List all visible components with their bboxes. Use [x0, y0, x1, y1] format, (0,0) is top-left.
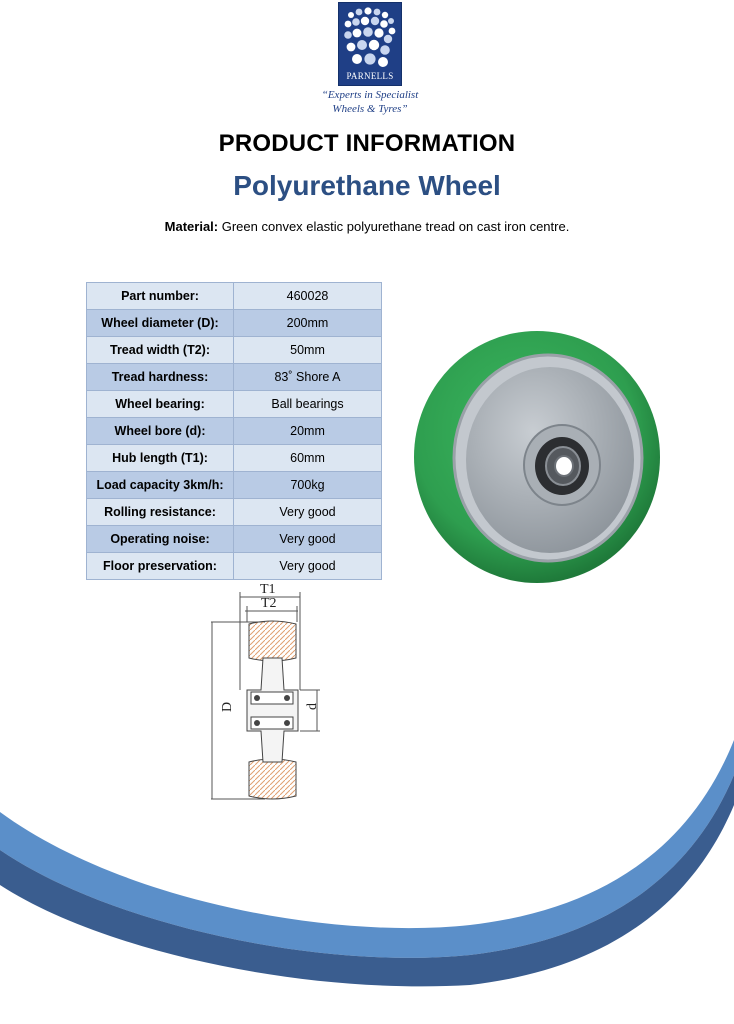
material-text: Green convex elastic polyurethane tread on cast iron centre.: [218, 219, 570, 234]
spec-value: 83˚ Shore A: [234, 364, 382, 391]
spec-label: Part number:: [87, 283, 234, 310]
spec-label: Tread hardness:: [87, 364, 234, 391]
product-title: Polyurethane Wheel: [233, 170, 501, 201]
spec-label: Floor preservation:: [87, 553, 234, 580]
spec-value: Very good: [234, 499, 382, 526]
spec-value: Ball bearings: [234, 391, 382, 418]
spec-label: Wheel bearing:: [87, 391, 234, 418]
spec-value: 50mm: [234, 337, 382, 364]
page-heading: PRODUCT INFORMATION: [218, 130, 516, 157]
tagline-line-2: Wheels & Tyres”: [332, 103, 408, 115]
spec-value: 700kg: [234, 472, 382, 499]
spec-value: 460028: [234, 283, 382, 310]
material-label: Material:: [164, 219, 219, 234]
spec-label: Tread width (T2):: [87, 337, 234, 364]
label-t1: T1: [260, 582, 276, 597]
label-d-outer: D: [220, 701, 235, 712]
spec-value: Very good: [234, 553, 382, 580]
label-d-bore: d: [305, 703, 320, 710]
spec-label: Load capacity 3km/h:: [87, 472, 234, 499]
spec-value: 60mm: [234, 445, 382, 472]
tagline-line-1: “Experts in Specialist: [321, 89, 419, 101]
spec-value: Very good: [234, 526, 382, 553]
spec-label: Operating noise:: [87, 526, 234, 553]
spec-label: Wheel bore (d):: [87, 418, 234, 445]
spec-label: Wheel diameter (D):: [87, 310, 234, 337]
spec-value: 200mm: [234, 310, 382, 337]
spec-label: Rolling resistance:: [87, 499, 234, 526]
spec-label: Hub length (T1):: [87, 445, 234, 472]
label-t2: T2: [261, 596, 277, 611]
spec-value: 20mm: [234, 418, 382, 445]
brand-name: PARNELLS: [346, 71, 394, 81]
